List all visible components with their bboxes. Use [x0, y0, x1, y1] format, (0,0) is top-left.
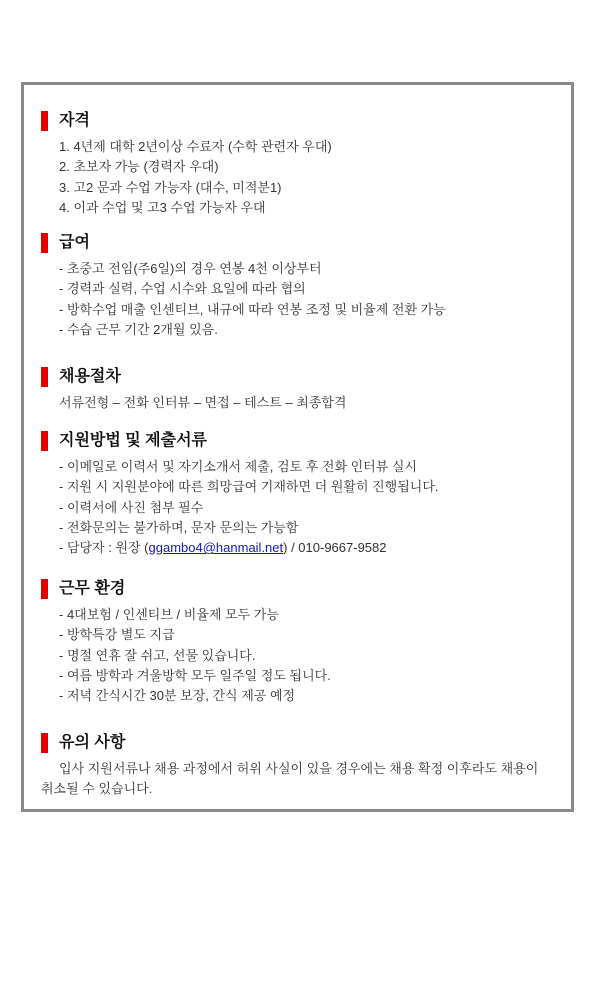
- contact-phone: ) / 010-9667-9582: [283, 540, 387, 556]
- list-item: - 4대보험 / 인센티브 / 비율제 모두 가능: [59, 607, 279, 622]
- notes-text: 입사 지원서류나 채용 과정에서 허위 사실이 있을 경우에는 채용 확정 이후라도 채용이 취소될 수 있습니다.: [41, 761, 539, 797]
- list-item: - 초중고 전임(주6일)의 경우 연봉 4천 이상부터: [59, 261, 322, 276]
- section-title: 근무 환경: [59, 580, 126, 597]
- job-posting-box: [21, 82, 574, 812]
- list-item: - 방학수업 매출 인센티브, 내규에 따라 연봉 조정 및 비율제 전환 가능: [59, 301, 446, 317]
- process-steps: 서류전형 – 전화 인터뷰 – 면접 – 테스트 – 최종합격: [59, 395, 347, 410]
- section-process: [24, 365, 571, 413]
- section-notes: [24, 731, 571, 800]
- contact-item: [24, 538, 571, 558]
- red-bar-marker: [41, 733, 48, 753]
- red-bar-marker: [41, 579, 48, 599]
- red-bar-marker: [41, 233, 48, 253]
- section-title: 급여: [59, 234, 90, 251]
- list-item: - 수습 근무 기간 2개월 있음.: [59, 321, 218, 337]
- list-item: - 이력서에 사진 첨부 필수: [59, 499, 204, 515]
- list-item: - 지원 시 지원분야에 따른 희망급여 기재하면 더 원활히 진행됩니다.: [59, 479, 439, 495]
- list-item: - 경력과 실력, 수업 시수와 요일에 따라 협의: [59, 281, 306, 297]
- section-qualification: [24, 109, 571, 218]
- list-item: - 이메일로 이력서 및 자기소개서 제출, 검토 후 전화 인터뷰 실시: [59, 459, 418, 474]
- section-title: 유의 사항: [59, 734, 126, 751]
- red-bar-marker: [41, 431, 48, 451]
- list-item: 1. 4년제 대학 2년이상 수료자 (수학 관련자 우대): [59, 139, 332, 154]
- list-item: - 전화문의는 불가하며, 문자 문의는 가능함: [59, 519, 299, 535]
- list-item: - 여름 방학과 겨울방학 모두 일주일 정도 됩니다.: [59, 667, 331, 683]
- red-bar-marker: [41, 367, 48, 387]
- section-title: 채용절차: [59, 368, 121, 385]
- list-item: 3. 고2 문과 수업 가능자 (대수, 미적분1): [59, 179, 282, 195]
- red-bar-marker: [41, 111, 48, 131]
- list-item: 2. 초보자 가능 (경력자 우대): [59, 159, 219, 175]
- section-environment: [24, 577, 571, 706]
- section-apply: [24, 429, 571, 558]
- section-title: 지원방법 및 제출서류: [59, 432, 207, 449]
- list-item: - 명절 연휴 잘 쉬고, 선물 있습니다.: [59, 647, 256, 663]
- section-title: 자격: [59, 112, 90, 129]
- list-item: 4. 이과 수업 및 고3 수업 가능자 우대: [59, 199, 266, 215]
- email-link[interactable]: ggambo4@hanmail.net: [148, 540, 284, 556]
- contact-prefix: - 담당자 : 원장 (: [59, 540, 149, 556]
- section-salary: [24, 231, 571, 340]
- list-item: - 저녁 간식시간 30분 보장, 간식 제공 예정: [59, 688, 296, 704]
- list-item: - 방학특강 별도 지급: [59, 627, 175, 643]
